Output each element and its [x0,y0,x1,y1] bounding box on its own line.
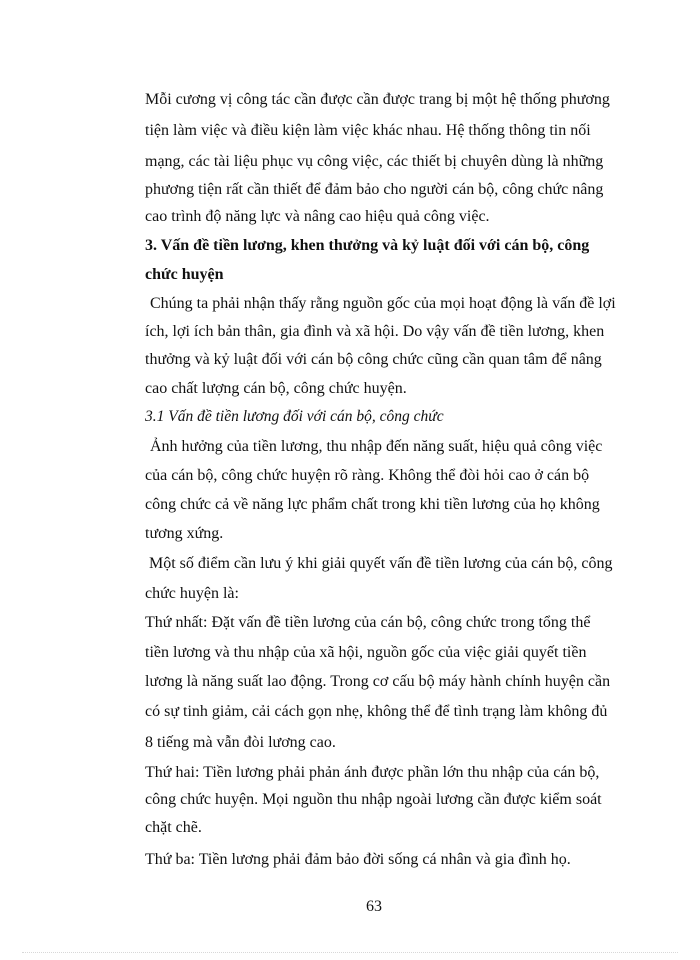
text-line: tiện làm việc và điều kiện làm việc khác nhau. Hệ thống thông tin nối [145,122,591,139]
page-bottom-divider [22,952,678,953]
text-line: lương là năng suất lao động. Trong cơ cấu bộ máy hành chính huyện cần [145,673,611,690]
text-line: Mỗi cương vị công tác cần được cần được trang bị một hệ thống phương [145,91,610,108]
text-line: cao trình độ năng lực và nâng cao hiệu quả công việc. [145,208,490,225]
text-line: Thứ nhất: Đặt vấn đề tiền lương của cán bộ, công chức trong tổng thể [145,614,591,631]
text-line: phương tiện rất cần thiết để đảm bảo cho người cán bộ, công chức nâng [145,181,604,198]
point-third: Thứ ba: Tiền lương phải đảm bảo đời sống cá nhân và gia đình họ. [145,851,571,868]
text-line: của cán bộ, công chức huyện rõ ràng. Không thể đòi hỏi cao ở cán bộ [145,467,590,484]
text-line: Ảnh hưởng của tiền lương, thu nhập đến năng suất, hiệu quả công việc [150,438,603,455]
heading-line: 3. Vấn đề tiền lương, khen thưởng và kỷ luật đối với cán bộ, công [145,237,590,254]
text-line: thưởng và kỷ luật đối với cán bộ công chức cũng cần quan tâm để nâng [145,351,602,368]
text-line: công chức cả về năng lực phẩm chất trong khi tiền lương của họ không [145,496,600,513]
subsection-3-1-heading: 3.1 Vấn đề tiền lương đối với cán bộ, công chức [145,408,444,425]
text-line: công chức huyện. Mọi nguồn thu nhập ngoài lương cần được kiểm soát [145,791,602,808]
text-line: có sự tinh giảm, cải cách gọn nhẹ, không thể để tình trạng làm không đủ [145,703,608,720]
text-line: cao chất lượng cán bộ, công chức huyện. [145,380,407,397]
text-line: tiền lương và thu nhập của xã hội, nguồn gốc của việc giải quyết tiền [145,644,587,661]
text-line: chức huyện là: [145,585,239,602]
text-line: tương xứng. [145,525,224,542]
text-line: ích, lợi ích bản thân, gia đình và xã hội. Do vậy vấn đề tiền lương, khen [145,323,605,340]
heading-line: chức huyện [145,266,224,283]
text-line: 8 tiếng mà vẫn đòi lương cao. [145,734,336,751]
text-line: Một số điểm cần lưu ý khi giải quyết vấn đề tiền lương của cán bộ, công [149,555,613,572]
text-line: mạng, các tài liệu phục vụ công việc, các thiết bị chuyên dùng là những [145,153,604,170]
page-number: 63 [366,898,382,915]
text-line: Chúng ta phải nhận thấy rằng nguồn gốc của mọi hoạt động là vấn đề lợi [150,295,616,312]
text-line: chặt chẽ. [145,819,202,836]
text-line: Thứ hai: Tiền lương phải phản ánh được phần lớn thu nhập của cán bộ, [145,764,600,781]
